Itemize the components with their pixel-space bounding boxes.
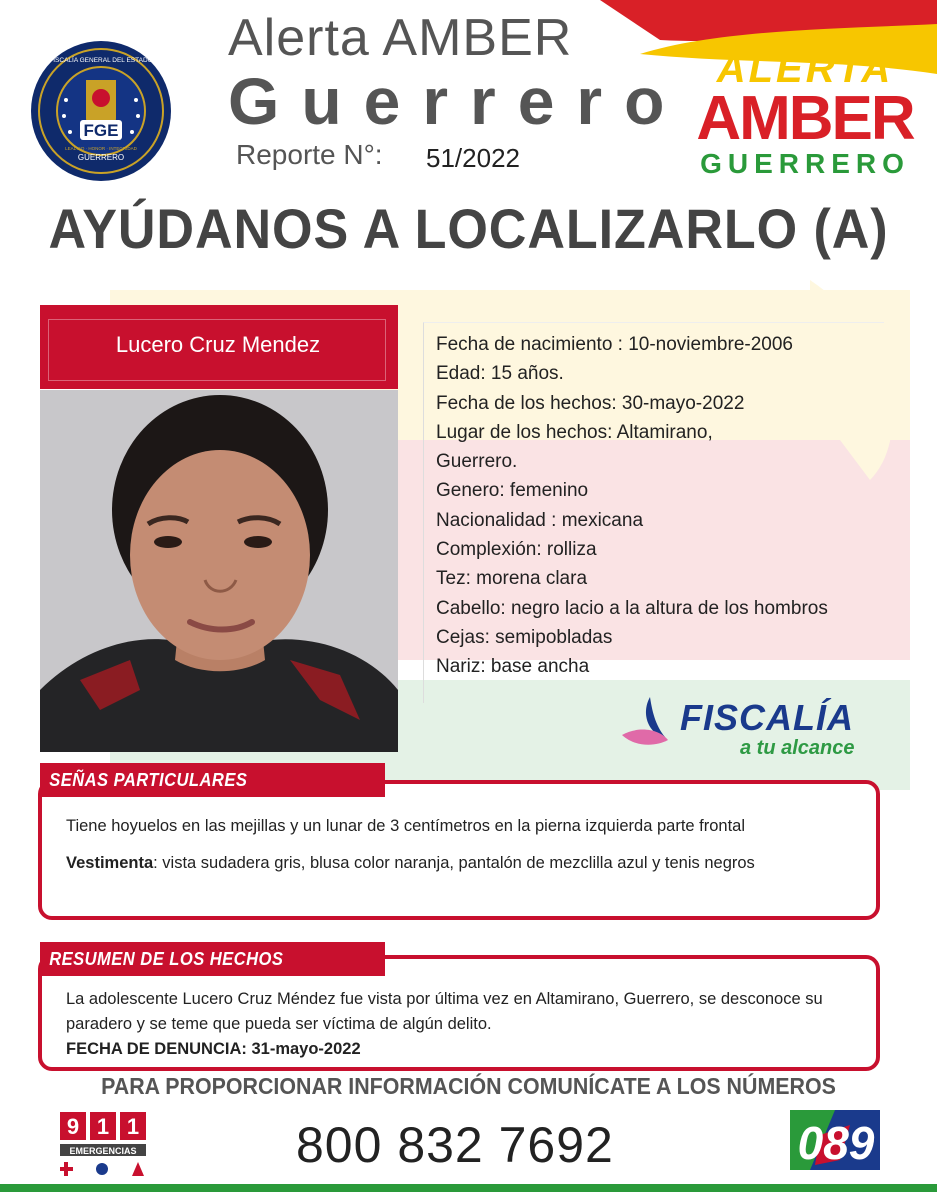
detail-build: Complexión: rolliza bbox=[436, 539, 597, 561]
logo-alerta-text: ALERTA bbox=[716, 47, 894, 91]
person-name: Lucero Cruz Mendez bbox=[115, 332, 321, 357]
number-089: 089 bbox=[797, 1117, 875, 1169]
title-alerta-amber: Alerta AMBER bbox=[228, 9, 573, 67]
fiscalia-logo-word: FISCALÍA bbox=[680, 697, 854, 738]
resumen-text: La adolescente Lucero Cruz Méndez fue vista por última vez en Altamirano, Guerrero, se desconoce su paradero y se teme que pueda ser víctima de algún delito. bbox=[66, 990, 823, 1033]
detail-complexion: Tez: morena clara bbox=[436, 568, 588, 590]
resumen-title: RESUMEN DE LOS HECHOS bbox=[49, 949, 284, 969]
senas-description: Tiene hoyuelos en las mejillas y un lunar de 3 centímetros en la pierna izquierda parte frontal bbox=[66, 817, 746, 835]
seal-top-text: FISCALÍA GENERAL DEL ESTADO bbox=[49, 57, 153, 64]
bottom-green-bar bbox=[0, 1184, 937, 1192]
headline: AYÚDANOS A LOCALIZARLO (A) bbox=[48, 197, 889, 260]
detail-nationality: Nacionalidad : mexicana bbox=[436, 509, 644, 531]
vestimenta-text: : vista sudadera gris, blusa color naranja, pantalón de mezclilla azul y tenis negros bbox=[153, 854, 755, 872]
detail-event-place: Lugar de los hechos: Altamirano, bbox=[436, 421, 713, 443]
logo-amber-text: AMBER bbox=[696, 84, 914, 153]
fiscalia-logo-tagline: a tu alcance bbox=[740, 737, 855, 759]
detail-gender: Genero: femenino bbox=[436, 480, 589, 502]
digit-9: 9 bbox=[66, 1114, 80, 1139]
emergency-911-logo bbox=[60, 1112, 150, 1182]
seal-motto: LEALTAD · HONOR · INTEGRIDAD bbox=[65, 146, 137, 151]
detail-nose: Nariz: base ancha bbox=[436, 656, 590, 678]
person-details bbox=[436, 330, 896, 682]
person-photo bbox=[40, 390, 398, 752]
contact-instructions: PARA PROPORCIONAR INFORMACIÓN COMUNÍCATE A LOS NÚMEROS bbox=[101, 1073, 836, 1099]
fecha-denuncia: FECHA DE DENUNCIA: 31-mayo-2022 bbox=[66, 1040, 361, 1058]
senas-title: SEÑAS PARTICULARES bbox=[49, 770, 248, 790]
phone-number: 800 832 7692 bbox=[296, 1117, 614, 1173]
vestimenta-label: Vestimenta bbox=[66, 854, 154, 872]
denuncia-089-logo bbox=[780, 1105, 890, 1175]
detail-event-date: Fecha de los hechos: 30-mayo-2022 bbox=[436, 392, 745, 414]
alerta-amber-guerrero-logo bbox=[690, 48, 920, 188]
report-label: Reporte N°: bbox=[236, 139, 383, 170]
emergency-label: EMERGENCIAS bbox=[69, 1146, 137, 1156]
senas-box bbox=[38, 780, 880, 920]
resumen-header bbox=[40, 942, 385, 976]
detail-birthdate: Fecha de nacimiento : 10-noviembre-2006 bbox=[436, 334, 793, 355]
logo-guerrero-text: GUERRERO bbox=[700, 148, 910, 179]
detail-event-place-state: Guerrero. bbox=[436, 451, 518, 473]
report-number: 51/2022 bbox=[426, 143, 520, 173]
digit-1b: 1 bbox=[126, 1114, 140, 1139]
vestimenta-line bbox=[66, 852, 755, 874]
title-guerrero: Guerrero bbox=[228, 64, 687, 138]
fge-seal-logo bbox=[30, 40, 172, 182]
seal-bottom-text: GUERRERO bbox=[77, 153, 125, 162]
seal-initials: FGE bbox=[83, 121, 119, 140]
detail-eyebrows: Cejas: semipobladas bbox=[436, 626, 613, 648]
detail-hair: Cabello: negro lacio a la altura de los hombros bbox=[436, 597, 828, 619]
digit-1a: 1 bbox=[96, 1114, 110, 1139]
detail-age: Edad: 15 años. bbox=[436, 363, 564, 385]
senas-header bbox=[40, 763, 385, 797]
